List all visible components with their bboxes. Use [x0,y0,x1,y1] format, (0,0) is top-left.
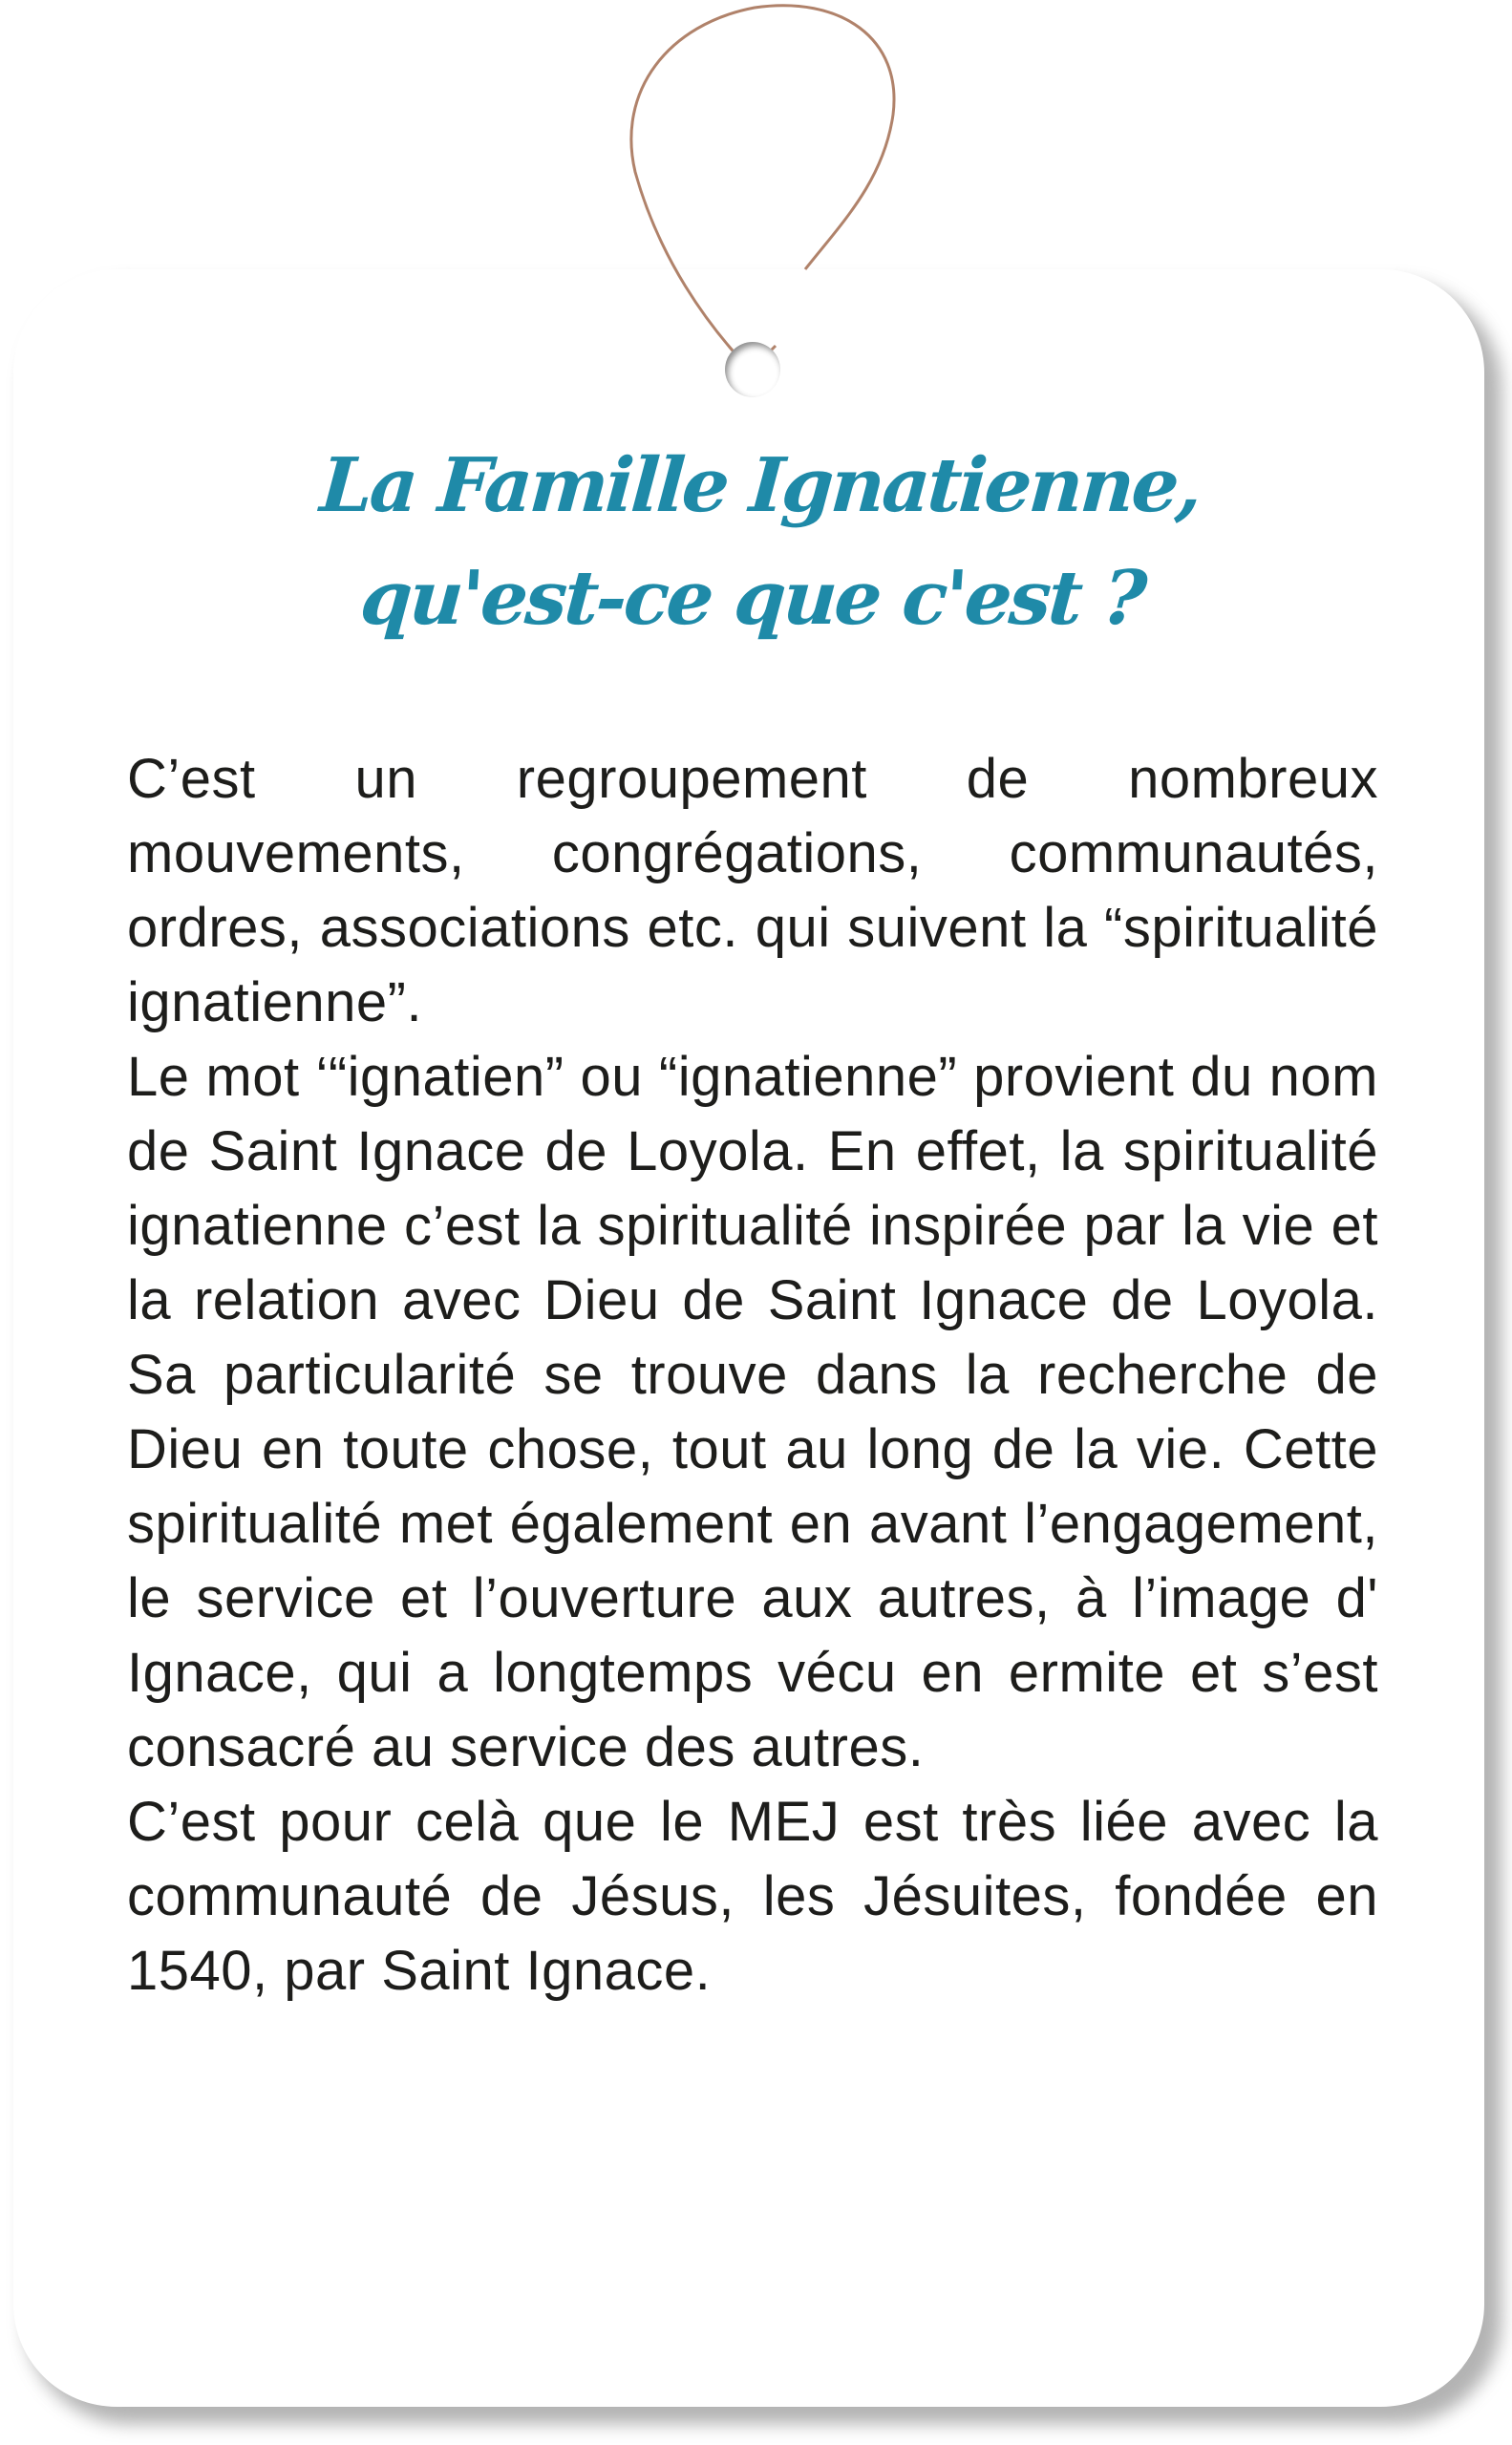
paragraph-2: Le mot ‘“ignatien” ou “ignatienne” provient du nom de Saint Ignace de Loyola. En effet, la spiritualité ignatienne c’est la spiritualité inspirée par la vie et la relation avec Dieu de Saint Ignace de Loyola. Sa particularité se trouve dans la recherche de Dieu en toute chose, tout au long de la vie. Cette spiritualité met également en avant l’engagement, le service et l’ouverture aux autres, à l’image d' Ignace, qui a longtemps vécu en ermite et s’est consacré au service des autres. [127,1046,1378,1778]
paragraph-1: C’est un regroupement de nombreux mouvements, congrégations, communautés, ordres, associations etc. qui suivent la “spiritualité ignatienne”. [127,748,1378,1033]
title-line-1: La Famille Ignatienne, [317,442,1203,529]
card-title [0,430,1512,655]
card-body [127,742,1378,2009]
title-line-2: qu'est-ce que c'est ? [357,555,1147,642]
tag-hole [725,342,780,397]
paragraph-3: C’est pour celà que le MEJ est très liée avec la communauté de Jésus, les Jésuites, fondée en 1540, par Saint Ignace. [127,1791,1378,2002]
